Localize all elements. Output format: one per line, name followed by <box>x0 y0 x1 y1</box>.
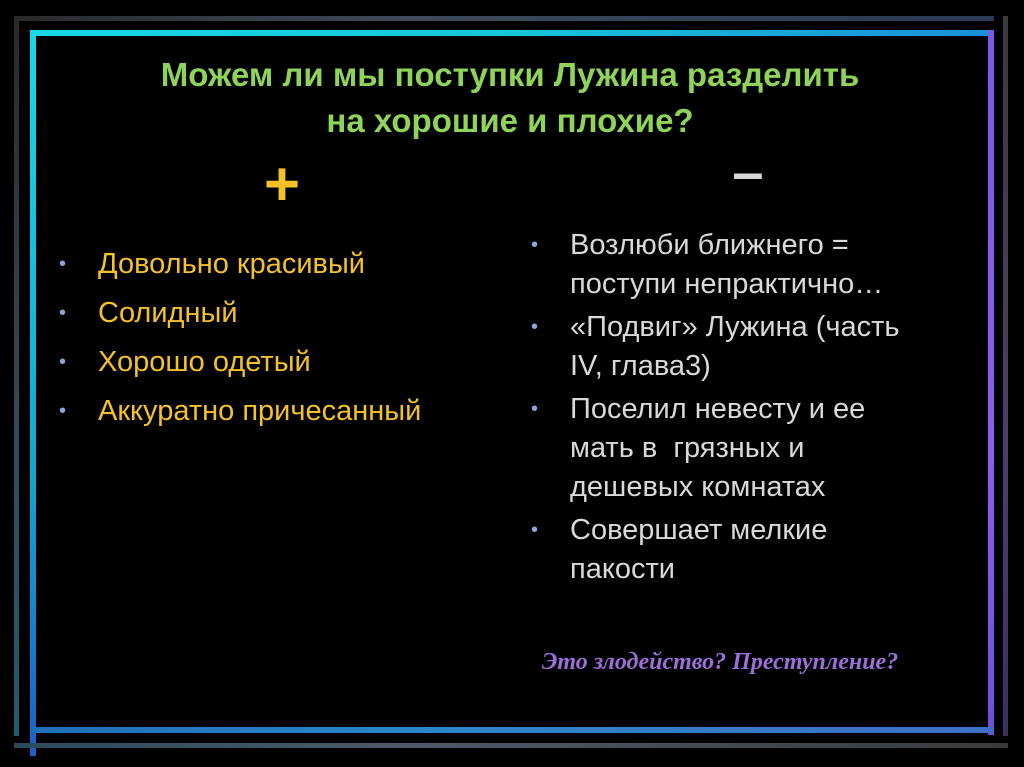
slide-title-line-2: на хорошие и плохие? <box>326 102 694 139</box>
closing-question: Это злодейство? Преступление? <box>541 649 899 675</box>
list-item <box>528 226 928 304</box>
list-item-line: мать в грязных и <box>570 432 805 464</box>
list-item-line: IV, глава3) <box>570 350 711 382</box>
list-item-text: Хорошо одетый <box>98 346 311 378</box>
negative-traits-list <box>528 226 928 593</box>
frame-left-inner-line <box>30 30 36 756</box>
list-item <box>56 343 496 382</box>
bullet-icon: • <box>531 316 539 338</box>
frame-right-inner-line <box>988 30 994 735</box>
list-item-text: Довольно красивый <box>98 248 365 280</box>
frame-top-outer-line <box>14 16 994 21</box>
list-item <box>56 392 496 431</box>
positive-traits-list <box>56 245 496 441</box>
list-item-line: Совершает мелкие <box>570 514 828 546</box>
list-item <box>56 245 496 284</box>
negative-column-heading: – <box>732 140 764 203</box>
frame-bottom-inner-line <box>30 727 994 733</box>
bullet-icon: • <box>531 398 539 420</box>
frame-top-inner-line <box>30 30 994 36</box>
list-item <box>528 390 928 507</box>
positive-column-heading: + <box>263 150 301 219</box>
bullet-icon: • <box>59 302 67 324</box>
slide-title <box>40 52 980 144</box>
bullet-icon: • <box>59 253 67 275</box>
bullet-icon: • <box>531 519 539 541</box>
list-item-line: пакости <box>570 553 675 585</box>
list-item-line: Возлюби ближнего = <box>570 229 849 261</box>
list-item-line: поступи непрактично… <box>570 268 884 300</box>
frame-bottom-outer-line <box>14 743 1008 748</box>
frame-left-outer-line <box>14 16 19 736</box>
list-item-text: Солидный <box>98 297 238 329</box>
bullet-icon: • <box>59 351 67 373</box>
bullet-icon: • <box>59 400 67 422</box>
list-item <box>56 294 496 333</box>
slide-title-line-1: Можем ли мы поступки Лужина разделить <box>160 56 860 93</box>
bullet-icon: • <box>531 234 539 256</box>
list-item-line: дешевых комнатах <box>570 471 826 503</box>
list-item-line: Поселил невесту и ее <box>570 393 866 425</box>
list-item <box>528 308 928 386</box>
list-item-text: Аккуратно причесанный <box>98 395 422 427</box>
frame-right-outer-line <box>1003 16 1008 736</box>
list-item <box>528 511 928 589</box>
list-item-line: «Подвиг» Лужина (часть <box>570 311 900 343</box>
